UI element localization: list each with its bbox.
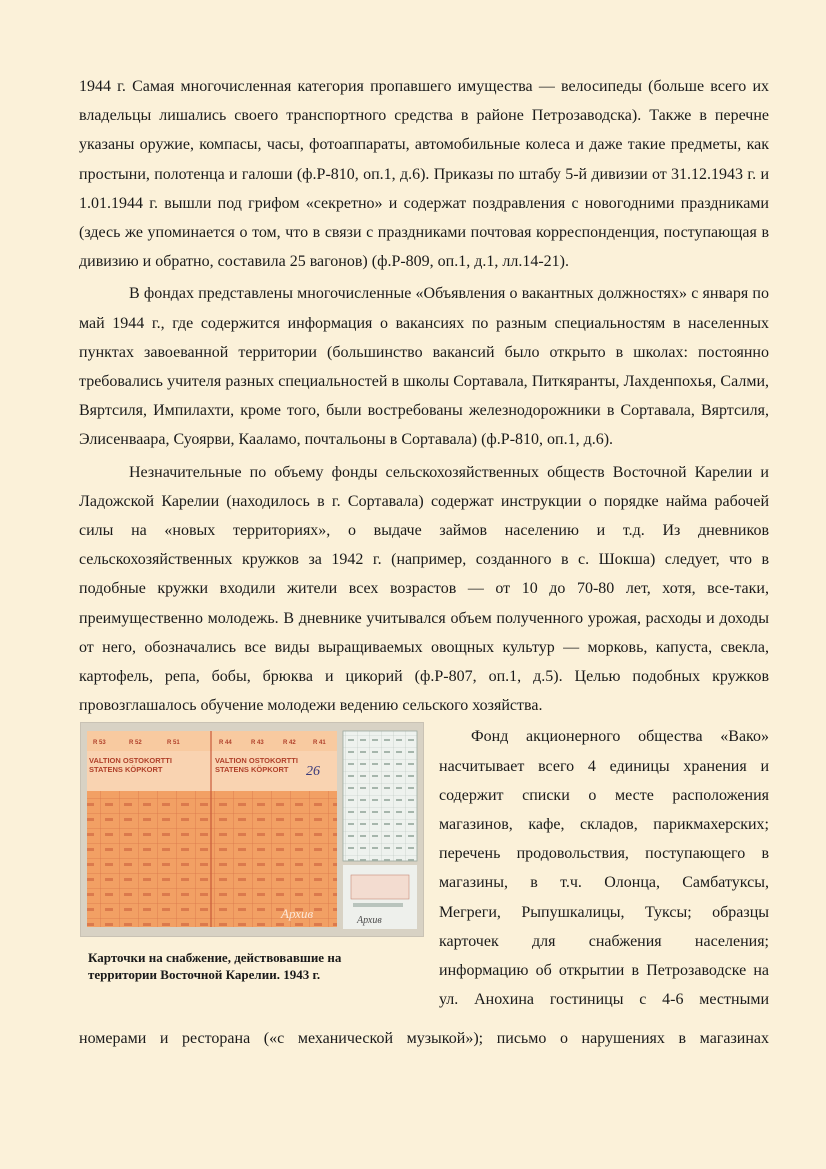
paragraph-3: Незначительные по объему фонды сельскохозяйственных обществ Восточной Карелии и Ладожской Карелии (находилось в г. Сортавала) содержат инструкции о порядке найма рабочей силы на «новых территориях», о выдаче займов населению и т.д. Из дневников сельскохозяйственных кружков за 1942 г. (например, созданного в с. Шокша) следует, что в подобные кружки входили жители всех возрастов — от 10 до 70-80 лет, хотя, все-таки, преимущественно молодежь. В дневнике учитывался объем полученного урожая, расходы и доходы от него, обозначались все виды выращиваемых овощных культур — морковь, капуста, свекла, картофель, репа, бобы, брюква и цикорий (ф.Р-807, оп.1, д.5). Целью подобных кружков провозглашалось обучение молодежи ведению сельского хозяйства.: [79, 463, 769, 715]
paragraph-1: 1944 г. Самая многочисленная категория пропавшего имущества — велосипеды (больше всего их владельцы лишались своего транспортного средства в районе Петрозаводска). Также в перечне указаны оружие, компасы, часы, фотоаппараты, автомобильные колеса и даже такие предметы, как простыни, полотенца и галоши (ф.Р-810, оп.1, д.6). Приказы по штабу 5-й дивизии от 31.12.1943 г. и 1.01.1944 г. вышли под грифом «секретно» и содержат поздравления с новогодними праздниками (здесь же упоминается о том, что в связи с праздниками почтовая корреспонденция, поступающая в дивизию и обратно, составила 25 вагонов) (ф.Р-809, оп.1, д.1, лл.14-21).: [79, 78, 769, 271]
figure-row: [79, 722, 769, 1024]
card-subheader-1: STATENS KÖPKORT: [89, 765, 163, 775]
column-code-4: R 44: [219, 740, 232, 747]
side-line-1: Фонд акционерного общества «Вако»: [471, 728, 769, 746]
side-line-2: насчитывает всего 4 единицы хранения и: [439, 757, 769, 775]
ration-cards-illustration: [81, 723, 423, 936]
column-code-3: R 51: [167, 740, 180, 747]
handwritten-number: 26: [306, 764, 320, 780]
archive-watermark: Архив: [281, 906, 314, 922]
card-header-1: VALTION OSTOKORTTI: [89, 756, 172, 766]
column-code-2: R 52: [129, 740, 142, 747]
card-subheader-2: STATENS KÖPKORT: [215, 765, 289, 775]
column-code-1: R 53: [93, 740, 106, 747]
side-line-8: карточек для снабжения населения;: [439, 932, 769, 950]
card-header-2: VALTION OSTOKORTTI: [215, 756, 298, 766]
column-code-7: R 41: [313, 740, 326, 747]
figure: [79, 722, 419, 983]
side-line-6: магазины, в т.ч. Олонца, Самбатуксы,: [439, 874, 769, 892]
side-text: [439, 722, 769, 1014]
paragraph-2: В фондах представлены многочисленные «Объявления о вакантных должностях» с января по май 1944 г., где содержится информация о вакансиях по разным специальностям в населенных пунктах завоеванной территории (большинство вакансий было открыто в школах: постоянно требовались учителя разных специальностей в школы Сортавала, Питкяранты, Лахденпохья, Салми, Вяртсиля, Импилахти, кроме того, были востребованы железнодорожники в Сортавала, Вяртсиля, Элисенваара, Суоярви, Кааламо, почтальоны в Сортавала) (ф.Р-810, оп.1, д.6).: [79, 285, 769, 449]
figure-caption: Карточки на снабжение, действовавшие на территории Восточной Карелии. 1943 г.: [88, 950, 342, 983]
archive-watermark-small: Архив: [357, 915, 382, 927]
side-line-3: содержит списки о месте расположения: [439, 786, 769, 804]
side-line-5: перечень продовольствия, поступающего в: [439, 845, 769, 863]
column-code-5: R 43: [251, 740, 264, 747]
side-line-9: информацию об открытии в Петрозаводске на: [439, 962, 769, 980]
column-code-6: R 42: [283, 740, 296, 747]
side-line-4: магазинов, кафе, складов, парикмахерских;: [439, 816, 769, 834]
side-line-10: ул. Анохина гостиницы с 4-6 местными: [439, 991, 769, 1009]
side-line-7: Мегреги, Рыпушкалицы, Туксы; образцы: [439, 903, 769, 921]
tail-line: номерами и ресторана («с механической музыкой»); письмо о нарушениях в магазинах: [79, 1030, 769, 1048]
document-page: [79, 72, 769, 1054]
ration-cards-photo: [80, 722, 424, 937]
